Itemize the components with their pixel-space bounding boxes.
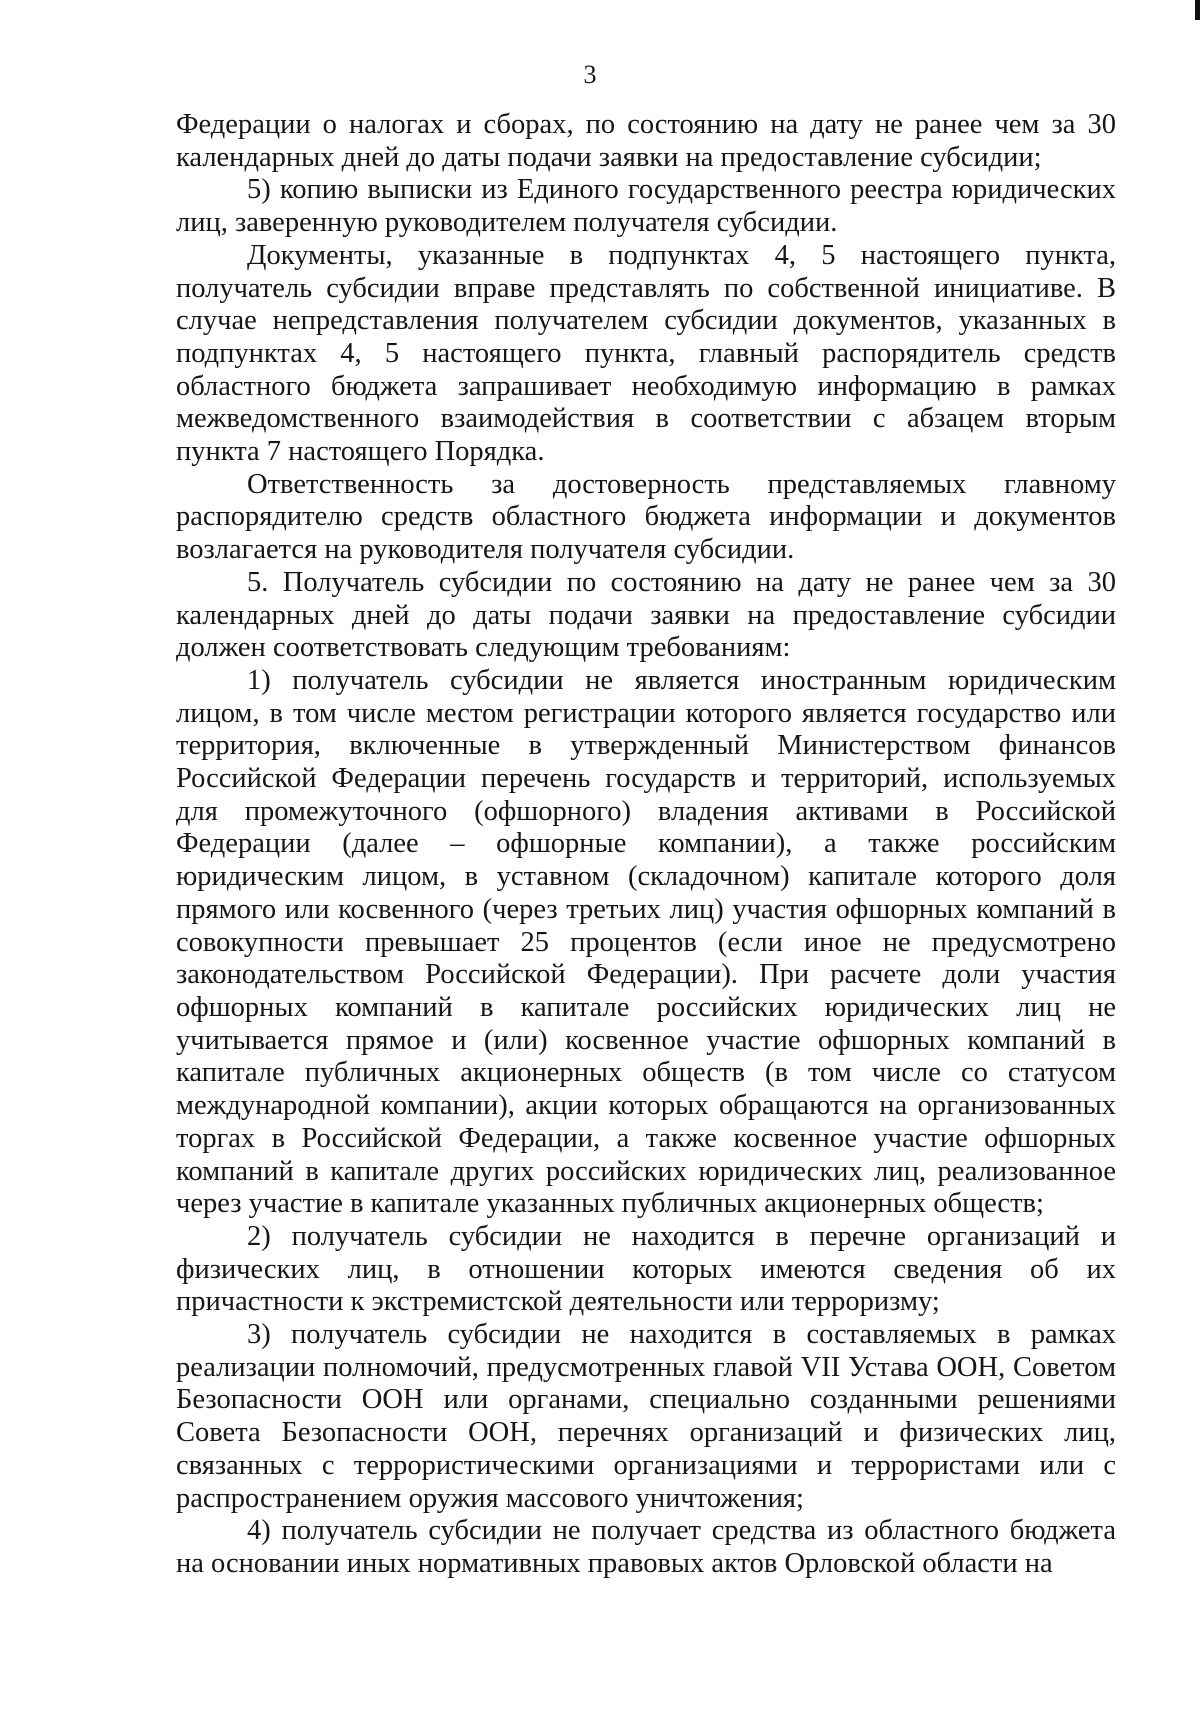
paragraph-requirement-4: 4) получатель субсидии не получает средства из областного бюджета на основании иных нормативных правовых актов Орловской области на (176, 1515, 1116, 1579)
paragraph-requirement-1: 1) получатель субсидии не является иностранным юридическим лицом, в том числе местом регистрации которого является государство или территория, включенные в утвержденный Министерством финансов Российской Федерации перечень государств и территорий, используемых для промежуточного (офшорного) владения активами в Российской Федерации (далее – офшорные компании), а также российским юридическим лицом, в уставном (складочном) капитале которого доля прямого или косвенного (через третьих лиц) участия офшорных компаний в совокупности превышает 25 процентов (если иное не предусмотрено законодательством Российской Федерации). При расчете доли участия офшорных компаний в капитале российских юридических лиц не учитывается прямое и (или) косвенное участие офшорных компаний в капитале публичных акционерных обществ (в том числе со статусом международной компании), акции которых обращаются на организованных торгах в Российской Федерации, а также косвенное участие офшорных компаний в капитале других российских юридических лиц, реализованное через участие в капитале указанных публичных акционерных обществ; (176, 664, 1116, 1220)
document-body (176, 109, 1116, 1581)
paragraph-responsibility: Ответственность за достоверность представляемых главному распорядителю средств областного бюджета информации и документов возлагается на руководителя получателя субсидии. (176, 468, 1116, 566)
paragraph-requirement-2: 2) получатель субсидии не находится в перечне организаций и физических лиц, в отношении которых имеются сведения об их причастности к экстремистской деятельности или терроризму; (176, 1220, 1116, 1318)
paragraph-documents-initiative: Документы, указанные в подпунктах 4, 5 настоящего пункта, получатель субсидии вправе представлять по собственной инициативе. В случае непредставления получателем субсидии документов, указанных в подпунктах 4, 5 настоящего пункта, главный распорядитель средств областного бюджета запрашивает необходимую информацию в рамках межведомственного взаимодействия в соответствии с абзацем вторым пункта 7 настоящего Порядка. (176, 239, 1116, 468)
paragraph-item-5-extract: 5) копию выписки из Единого государственного реестра юридических лиц, заверенную руководителем получателя субсидии. (176, 174, 1116, 239)
paragraph-continuation: Федерации о налогах и сборах, по состоянию на дату не ранее чем за 30 календарных дней до даты подачи заявки на предоставление субсидии; (176, 109, 1116, 173)
paragraph-requirement-3: 3) получатель субсидии не находится в составляемых в рамках реализации полномочий, предусмотренных главой VII Устава ООН, Советом Безопасности ООН или органами, специально созданными решениями Совета Безопасности ООН, перечнях организаций и физических лиц, связанных с террористическими организациями и террористами или с распространением оружия массового уничтожения; (176, 1319, 1116, 1514)
scan-edge-mark (1195, 0, 1200, 20)
paragraph-section-5-requirements: 5. Получатель субсидии по состоянию на дату не ранее чем за 30 календарных дней до даты подачи заявки на предоставление субсидии должен соответствовать следующим требованиям: (176, 566, 1116, 664)
page-number: 3 (583, 60, 597, 89)
